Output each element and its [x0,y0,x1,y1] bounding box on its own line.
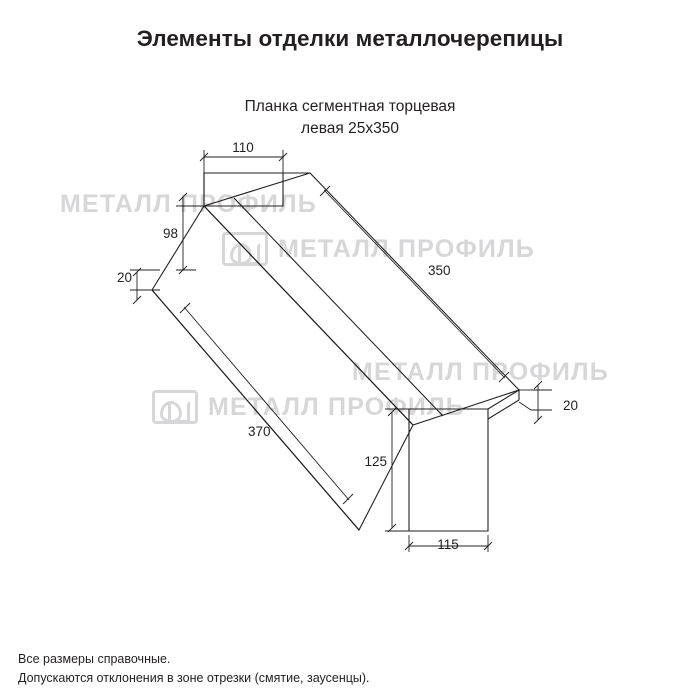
dimension-label-upper-flange-height: 98 [162,226,178,241]
dimension-label-right-fold: 20 [563,398,579,413]
footnote-line-2: Допускаются отклонения в зоне отрезки (смятие, заусенцы). [18,671,370,685]
dimension-label-top-width: 110 [232,140,254,155]
dimension-label-bottom-width: 115 [437,537,459,552]
dimension-label-small-fold: 20 [116,270,132,285]
dimension-labels [117,140,578,552]
product-name-line1: Планка сегментная торцевая [244,98,456,115]
footnotes [18,650,370,688]
watermark-text: МЕТАЛЛ ПРОФИЛЬ [208,392,465,421]
watermark-text: МЕТАЛЛ ПРОФИЛЬ [352,358,609,386]
dimension-label-overall-length: 370 [248,424,271,439]
dimension-label-main-length: 350 [428,263,451,278]
watermark-text: МЕТАЛЛ ПРОФИЛЬ [278,234,535,263]
product-name-line2: левая 25х350 [301,120,399,137]
watermark-text: МЕТАЛЛ ПРОФИЛЬ [60,190,317,218]
dimension-label-lower-flange-height: 125 [364,454,387,469]
dimension-lines [130,150,552,552]
page-title: Элементы отделки металлочерепицы [136,26,564,51]
part-outline [152,173,519,531]
footnote-line-1: Все размеры справочные. [18,652,171,666]
